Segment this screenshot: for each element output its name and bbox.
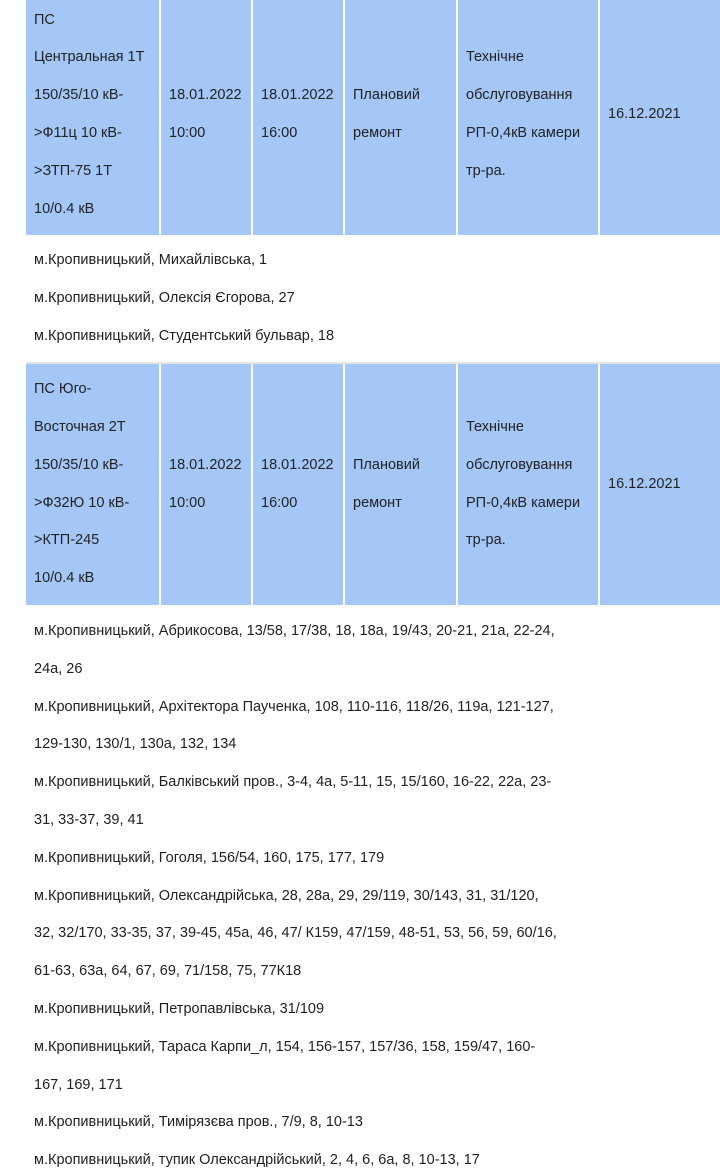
address-line: м.Кропивницький, Абрикосова, 13/58, 17/38, 18, 18а, 19/43, 20-21, 21а, 22-24, bbox=[34, 623, 555, 639]
address-line: 61-63, 63а, 64, 67, 69, 71/158, 75, 77К18 bbox=[34, 963, 302, 980]
address-line: 31, 33-37, 39, 41 bbox=[34, 811, 144, 828]
work-line: обслуговування bbox=[466, 87, 573, 104]
address-line: 129-130, 130/1, 130а, 132, 134 bbox=[34, 736, 237, 753]
object-line: 10/0.4 кВ bbox=[34, 570, 95, 587]
object-line: >Ф11ц 10 кВ- bbox=[34, 125, 122, 141]
address-line: 24а, 26 bbox=[34, 660, 83, 677]
start-time: 10:00 bbox=[169, 125, 206, 141]
work-line: тр-ра. bbox=[466, 162, 506, 179]
type-line: ремонт bbox=[353, 494, 402, 511]
type-line: Плановий bbox=[353, 87, 420, 104]
object-line: ПС bbox=[34, 11, 55, 28]
type-cell bbox=[345, 364, 458, 605]
object-line: 150/35/10 кВ- bbox=[34, 87, 124, 104]
start-time: 10:00 bbox=[169, 494, 206, 511]
object-line: 150/35/10 кВ- bbox=[34, 456, 124, 473]
work-line: тр-ра. bbox=[466, 532, 506, 549]
address-list-2 bbox=[34, 613, 604, 1175]
object-line: 10/0.4 кВ bbox=[34, 200, 95, 217]
work-line: обслуговування bbox=[466, 456, 573, 473]
start-date: 18.01.2022 bbox=[169, 456, 242, 473]
outage-row-1 bbox=[26, 0, 720, 235]
work-cell bbox=[458, 364, 600, 605]
work-line: РП-0,4кВ камери bbox=[466, 494, 581, 511]
address-list-1 bbox=[34, 242, 604, 355]
object-cell bbox=[26, 364, 161, 605]
object-line: ПС Юго- bbox=[34, 381, 92, 398]
work-line: РП-0,4кВ камери bbox=[466, 125, 581, 141]
address-line: м.Кропивницький, Тараса Карпи_л, 154, 156-157, 157/36, 158, 159/47, 160- bbox=[34, 1038, 536, 1055]
end-cell bbox=[253, 364, 345, 605]
object-line: Восточная 2Т bbox=[34, 418, 126, 435]
address-line: м.Кропивницький, Гоголя, 156/54, 160, 175, 177, 179 bbox=[34, 849, 385, 866]
notice-date: 16.12.2021 bbox=[608, 106, 681, 123]
object-cell bbox=[26, 0, 161, 235]
address-line: м.Кропивницький, Архітектора Паученка, 108, 110-116, 118/26, 119а, 121-127, bbox=[34, 698, 554, 715]
type-line: ремонт bbox=[353, 125, 402, 141]
type-line: Плановий bbox=[353, 456, 420, 473]
end-date: 18.01.2022 bbox=[261, 87, 334, 104]
address-line: м.Кропивницький, Студентський бульвар, 18 bbox=[34, 327, 335, 344]
object-line: Центральная 1Т bbox=[34, 49, 145, 66]
end-time: 16:00 bbox=[261, 494, 298, 511]
work-cell bbox=[458, 0, 600, 235]
notice-date: 16.12.2021 bbox=[608, 475, 681, 492]
start-cell bbox=[161, 364, 253, 605]
end-cell bbox=[253, 0, 345, 235]
object-line: >ЗТП-75 1Т bbox=[34, 162, 113, 179]
address-line: 167, 169, 171 bbox=[34, 1076, 123, 1093]
address-line: м.Кропивницький, тупик Олександрійський, 2, 4, 6, 6а, 8, 10-13, 17 bbox=[34, 1152, 480, 1169]
work-line: Технічне bbox=[466, 418, 524, 435]
address-line: м.Кропивницький, Михайлівська, 1 bbox=[34, 252, 268, 268]
end-date: 18.01.2022 bbox=[261, 456, 334, 473]
start-cell bbox=[161, 0, 253, 235]
address-line: м.Кропивницький, Олексія Єгорова, 27 bbox=[34, 289, 295, 306]
notice-cell bbox=[600, 0, 720, 235]
start-date: 18.01.2022 bbox=[169, 87, 242, 104]
object-line: >КТП-245 bbox=[34, 532, 100, 549]
address-line: 32, 32/170, 33-35, 37, 39-45, 45а, 46, 47/ К159, 47/159, 48-51, 53, 56, 59, 60/16, bbox=[34, 925, 557, 942]
address-line: м.Кропивницький, Петропавлівська, 31/109 bbox=[34, 1000, 325, 1017]
address-line: м.Кропивницький, Балківський пров., 3-4, 4а, 5-11, 15, 15/160, 16-22, 22а, 23- bbox=[34, 774, 552, 791]
outage-row-2 bbox=[26, 364, 720, 605]
address-line: м.Кропивницький, Тимірязєва пров., 7/9, 8, 10-13 bbox=[34, 1114, 363, 1131]
object-line: >Ф32Ю 10 кВ- bbox=[34, 494, 130, 511]
end-time: 16:00 bbox=[261, 125, 298, 141]
work-line: Технічне bbox=[466, 49, 524, 66]
address-line: м.Кропивницький, Олександрійська, 28, 28а, 29, 29/119, 30/143, 31, 31/120, bbox=[34, 887, 539, 904]
notice-cell bbox=[600, 364, 720, 605]
type-cell bbox=[345, 0, 458, 235]
